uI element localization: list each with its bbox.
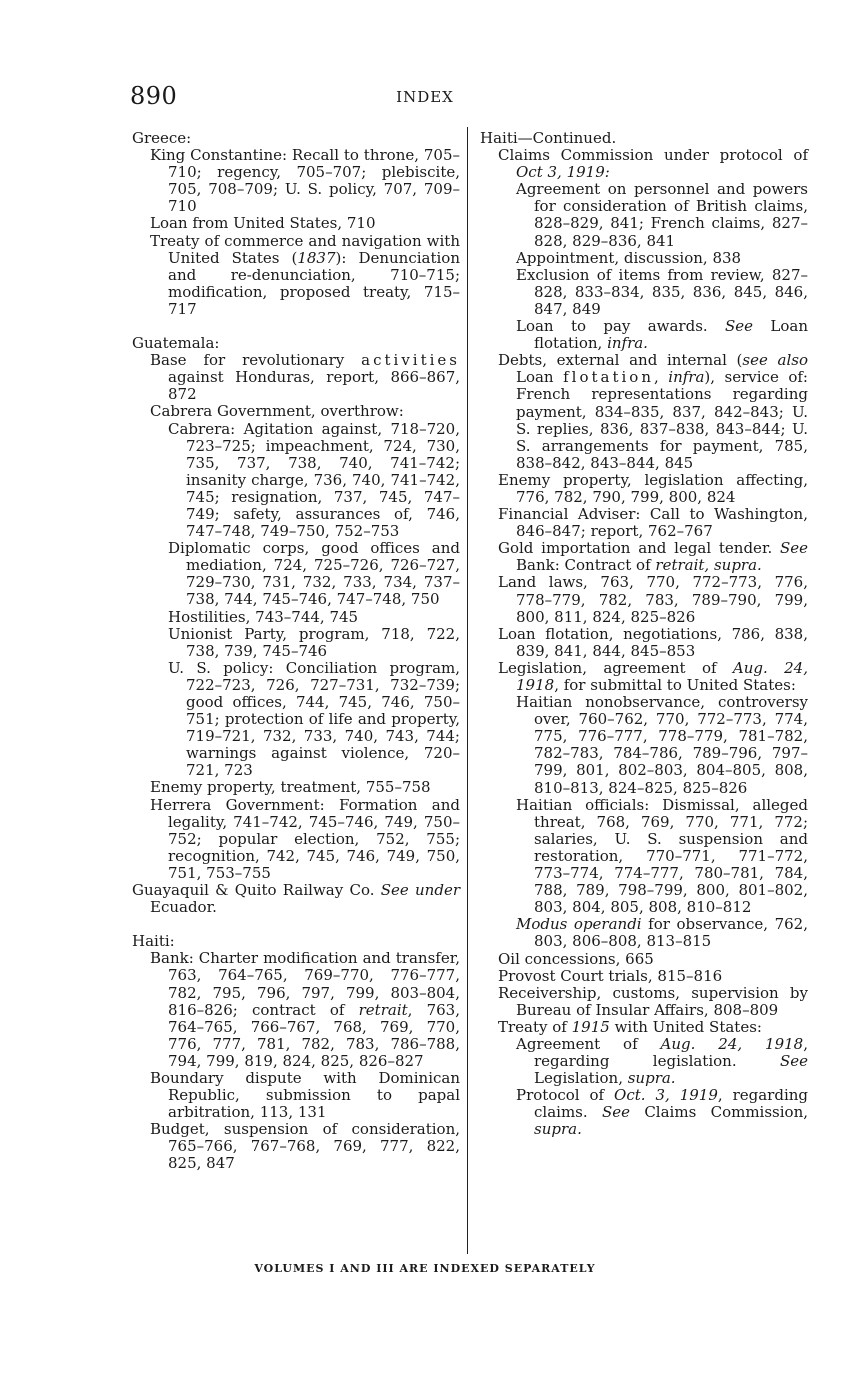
- index-heading: Haiti:: [132, 932, 175, 951]
- index-heading: Guatemala:: [132, 334, 220, 353]
- index-entry: Loan flotation, negotiations, 786, 838, 839, 841, 844, 845–853: [498, 624, 808, 660]
- index-entry: Loan from United States, 710: [150, 214, 376, 233]
- index-entry: U. S. policy: Conciliation program, 722–723, 726, 727–731, 732–739; good offices, 744, 745, 746, 750–751; protection of life and property, 719–721, 732, 733, 740, 743, 744; warnings against violence, 720–721, 723: [168, 658, 460, 780]
- index-entry: Base for revolutionary activities against Honduras, report, 866–867, 872: [150, 351, 460, 404]
- index-column-left: [132, 130, 460, 1173]
- footer-note: VOLUMES I AND III ARE INDEXED SEPARATELY: [254, 1262, 596, 1275]
- index-entry: Budget, suspension of consideration, 765–766, 767–768, 769, 777, 822, 825, 847: [150, 1120, 460, 1173]
- index-entry: Modus operandi for observance, 762, 803, 806–808, 813–815: [516, 915, 808, 951]
- index-entry: Debts, external and internal (see also Loan flotation, infra), service of: French representations regarding payment, 834–835, 837, 842–843; U. S. replies, 836, 837–838, 843–844; U. S. arrangements for payment, 785, 838–842, 843–844, 845: [498, 351, 808, 472]
- index-entry: Enemy property, treatment, 755–758: [150, 778, 431, 797]
- index-entry: Gold importation and legal tender. See Bank: Contract of retrait, supra.: [498, 539, 808, 575]
- index-entry: Agreement on personnel and powers for consideration of British claims, 828–829, 841; French claims, 827–828, 829–836, 841: [516, 180, 808, 250]
- index-entry: Agreement of Aug. 24, 1918, regarding legislation. See Legislation, supra.: [516, 1034, 808, 1088]
- index-entry: Financial Adviser: Call to Washington, 846–847; report, 762–767: [498, 505, 808, 541]
- index-entry: Treaty of commerce and navigation with United States (1837): Denunciation and re-denunciation, 710–715; modification, proposed treaty, 715–717: [150, 231, 460, 318]
- index-entry: King Constantine: Recall to throne, 705–710; regency, 705–707; plebiscite, 705, 708–709; U. S. policy, 707, 709–710: [150, 146, 460, 216]
- column-divider: [467, 127, 468, 1254]
- index-heading: Guayaquil & Quito Railway Co. See under Ecuador.: [132, 881, 460, 917]
- index-entry: Hostilities, 743–744, 745: [168, 607, 359, 626]
- index-heading: Haiti—Continued.: [480, 129, 617, 147]
- index-entry: Unionist Party, program, 718, 722, 738, 739, 745–746: [168, 624, 460, 660]
- running-head: INDEX: [396, 88, 454, 106]
- index-entry: Protocol of Oct. 3, 1919, regarding claims. See Claims Commission, supra.: [516, 1086, 808, 1139]
- index-entry: Haitian officials: Dismissal, alleged threat, 768, 769, 770, 771, 772; salaries, U. S. suspension and restoration, 770–771, 771–772, 773–774, 774–777, 780–781, 784, 788, 789, 798–799, 800, 801–802, 803, 804, 805, 808, 810–812: [516, 795, 808, 917]
- index-entry: Haitian nonobservance, controversy over, 760–762, 770, 772–773, 774, 775, 776–777, 778–779, 781–782, 782–783, 784–786, 789–796, 797–799, 801, 802–803, 804–805, 808, 810–813, 824–825, 825–826: [516, 693, 808, 797]
- index-entry: Legislation, agreement of Aug. 24, 1918, for submittal to United States:: [498, 658, 808, 694]
- index-entry: Appointment, discussion, 838: [516, 248, 742, 267]
- index-heading: Greece:: [132, 129, 192, 147]
- index-entry: Enemy property, legislation affecting, 776, 782, 790, 799, 800, 824: [498, 470, 808, 506]
- index-entry: Provost Court trials, 815–816: [498, 966, 723, 985]
- index-entry: Loan to pay awards. See Loan flotation, infra.: [516, 317, 808, 353]
- index-entry: Bank: Charter modification and transfer, 763, 764–765, 769–770, 776–777, 782, 795, 796, 797, 799, 803–804, 816–826; contract of retrait, 763, 764–765, 766–767, 768, 769, 770, 776, 777, 781, 782, 783, 786–788, 794, 799, 819, 824, 825, 826–827: [150, 949, 460, 1070]
- index-entry: Cabrera Government, overthrow:: [150, 402, 404, 421]
- index-entry: Treaty of 1915 with United States:: [498, 1017, 762, 1036]
- page-number: 890: [130, 82, 178, 110]
- index-entry: Claims Commission under protocol of Oct 3, 1919:: [498, 146, 808, 182]
- index-entry: Cabrera: Agitation against, 718–720, 723–725; impeachment, 724, 730, 735, 737, 738, 740, 741–742; insanity charge, 736, 740, 741–742, 745; resignation, 737, 745, 747–749; safety, assurances of, 746, 747–748, 749–750, 752–753: [168, 419, 460, 541]
- index-entry: Boundary dispute with Dominican Republic, submission to papal arbitration, 113, 131: [150, 1068, 460, 1122]
- index-entry: Herrera Government: Formation and legality, 741–742, 745–746, 749, 750–752; popular election, 752, 755; recognition, 742, 745, 746, 749, 750, 751, 753–755: [150, 795, 460, 882]
- index-entry: Receivership, customs, supervision by Bureau of Insular Affairs, 808–809: [498, 983, 808, 1019]
- index-entry: Diplomatic corps, good offices and mediation, 724, 725–726, 726–727, 729–730, 731, 732, 733, 734, 737–738, 744, 745–746, 747–748, 750: [168, 539, 460, 609]
- index-column-right: [480, 130, 808, 1139]
- index-entry: Land laws, 763, 770, 772–773, 776, 778–779, 782, 783, 789–790, 799, 800, 811, 824, 825–826: [498, 573, 808, 626]
- index-entry: Exclusion of items from review, 827–828, 833–834, 835, 836, 845, 846, 847, 849: [516, 265, 808, 318]
- index-entry: Oil concessions, 665: [498, 949, 654, 968]
